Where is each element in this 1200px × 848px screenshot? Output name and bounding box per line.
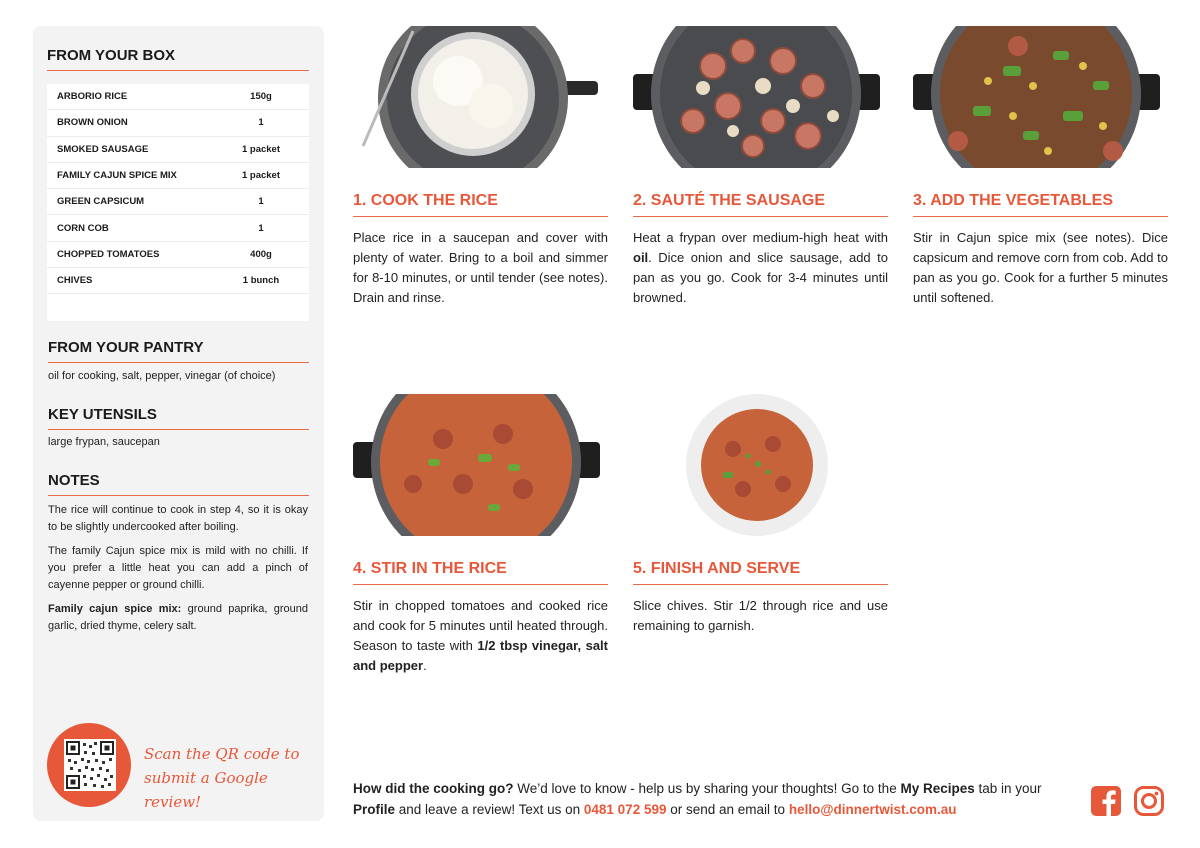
- notes-body: [48, 502, 308, 642]
- footer-text-2: tab in your: [974, 781, 1042, 796]
- step-text-segment: Place rice in a saucepan and cover with plenty of water. Bring to a boil and simmer for 8-10 minutes, or until tender (see notes). Drain and rinse.: [353, 230, 608, 305]
- ingredient-row: [47, 110, 309, 136]
- step-1-photo: [353, 26, 600, 168]
- step-3-photo: [913, 26, 1160, 168]
- ingredient-name: ARBORIO RICE: [57, 91, 128, 103]
- ingredients-sidebar: [33, 26, 324, 821]
- qr-code[interactable]: [64, 739, 116, 791]
- note-spice-mix-text: ground paprika, ground garlic, dried thyme, celery salt.: [48, 603, 308, 632]
- step-5-text: [633, 596, 888, 636]
- step-text-bold: oil: [633, 250, 649, 265]
- notes-heading: NOTES: [48, 472, 309, 496]
- step-2-text: [633, 228, 888, 308]
- ingredient-qty: 1 packet: [241, 143, 281, 155]
- step-4-title: 4. STIR IN THE RICE: [353, 560, 608, 585]
- ingredient-row: [47, 163, 309, 189]
- ingredient-row: [47, 268, 309, 294]
- step-4-text: [353, 596, 608, 676]
- ingredient-name: CORN COB: [57, 222, 109, 234]
- step-2-title: 2. SAUTÉ THE SAUSAGE: [633, 192, 888, 217]
- footer-text-3: and leave a review! Text us on: [395, 802, 584, 817]
- qr-caption: [144, 742, 324, 814]
- step-3-text: [913, 228, 1168, 308]
- step-text-segment: . Dice onion and slice sausage, add to pan as you go. Cook for 3-4 minutes until browned.: [633, 250, 888, 305]
- ingredients-table: [47, 84, 309, 321]
- email-link[interactable]: hello@dinnertwist.com.au: [788, 802, 957, 817]
- step-1-title: 1. COOK THE RICE: [353, 192, 608, 217]
- instagram-icon[interactable]: [1133, 785, 1165, 817]
- step-5-photo: [633, 394, 880, 536]
- note-spice-mix-label: Family cajun spice mix:: [48, 603, 182, 615]
- ingredient-qty: 1: [258, 117, 264, 129]
- ingredient-qty: 400g: [250, 248, 272, 260]
- ingredient-name: FAMILY CAJUN SPICE MIX: [57, 170, 177, 182]
- qr-badge: [47, 723, 131, 807]
- ingredient-qty: 1: [258, 222, 264, 234]
- ingredient-row: [47, 242, 309, 268]
- step-2-photo: [633, 26, 880, 168]
- my-recipes-label: My Recipes: [900, 781, 975, 796]
- ingredient-name: SMOKED SAUSAGE: [57, 143, 149, 155]
- ingredient-row: [47, 84, 309, 110]
- ingredient-name: CHIVES: [57, 275, 93, 287]
- review-footer: [353, 778, 1073, 820]
- pantry-list: oil for cooking, salt, pepper, vinegar (of choice): [48, 370, 276, 382]
- footer-text-4: or send an email to: [666, 802, 789, 817]
- ingredient-name: GREEN CAPSICUM: [57, 196, 145, 208]
- profile-label: Profile: [353, 802, 396, 817]
- ingredient-row: [47, 215, 309, 241]
- facebook-icon[interactable]: [1090, 785, 1122, 817]
- qr-caption-line1: Scan the QR code to: [144, 745, 300, 763]
- note-rice: The rice will continue to cook in step 4, so it is okay to be slightly undercooked after boiling.: [48, 504, 308, 533]
- ingredient-row: [47, 137, 309, 163]
- step-text-segment: Stir in Cajun spice mix (see notes). Dice capsicum and remove corn from cob. Add to pan as you go. Cook for a further 5 minutes until softened.: [913, 230, 1168, 305]
- utensils-list: large frypan, saucepan: [48, 436, 160, 448]
- note-spice: The family Cajun spice mix is mild with no chilli. If you prefer a little heat you can add a pinch of cayenne pepper or ground chilli.: [48, 545, 308, 591]
- footer-text-1: We’d love to know - help us by sharing your thoughts! Go to the: [513, 781, 901, 796]
- step-text-segment: Stir in chopped tomatoes and cooked rice and cook for 5 minutes until heated through. Season to taste with: [353, 598, 608, 653]
- ingredient-qty: 1 bunch: [242, 275, 280, 287]
- step-text-segment: .: [423, 658, 427, 673]
- step-text-bold: 1/2 tbsp vinegar, salt and pepper: [353, 638, 608, 673]
- from-your-box-heading: FROM YOUR BOX: [47, 47, 309, 71]
- step-5-title: 5. FINISH AND SERVE: [633, 560, 888, 585]
- ingredient-qty: 150g: [250, 91, 272, 103]
- step-3-title: 3. ADD THE VEGETABLES: [913, 192, 1168, 217]
- ingredient-qty: 1: [258, 196, 264, 208]
- qr-caption-line2: submit a Google review!: [144, 769, 268, 811]
- step-1-text: [353, 228, 608, 308]
- step-4-photo: [353, 394, 600, 536]
- ingredient-name: CHOPPED TOMATOES: [57, 248, 160, 260]
- ingredient-name: BROWN ONION: [57, 117, 128, 129]
- ingredient-qty: 1 packet: [241, 170, 281, 182]
- step-text-segment: Heat a frypan over medium-high heat with: [633, 230, 888, 245]
- footer-question: How did the cooking go?: [353, 781, 514, 796]
- from-your-pantry-heading: FROM YOUR PANTRY: [48, 339, 309, 363]
- step-text-segment: Slice chives. Stir 1/2 through rice and use remaining to garnish.: [633, 598, 888, 633]
- key-utensils-heading: KEY UTENSILS: [48, 406, 309, 430]
- ingredient-row: [47, 189, 309, 215]
- note-spice-mix: [48, 601, 308, 635]
- phone-link[interactable]: 0481 072 599: [583, 802, 667, 817]
